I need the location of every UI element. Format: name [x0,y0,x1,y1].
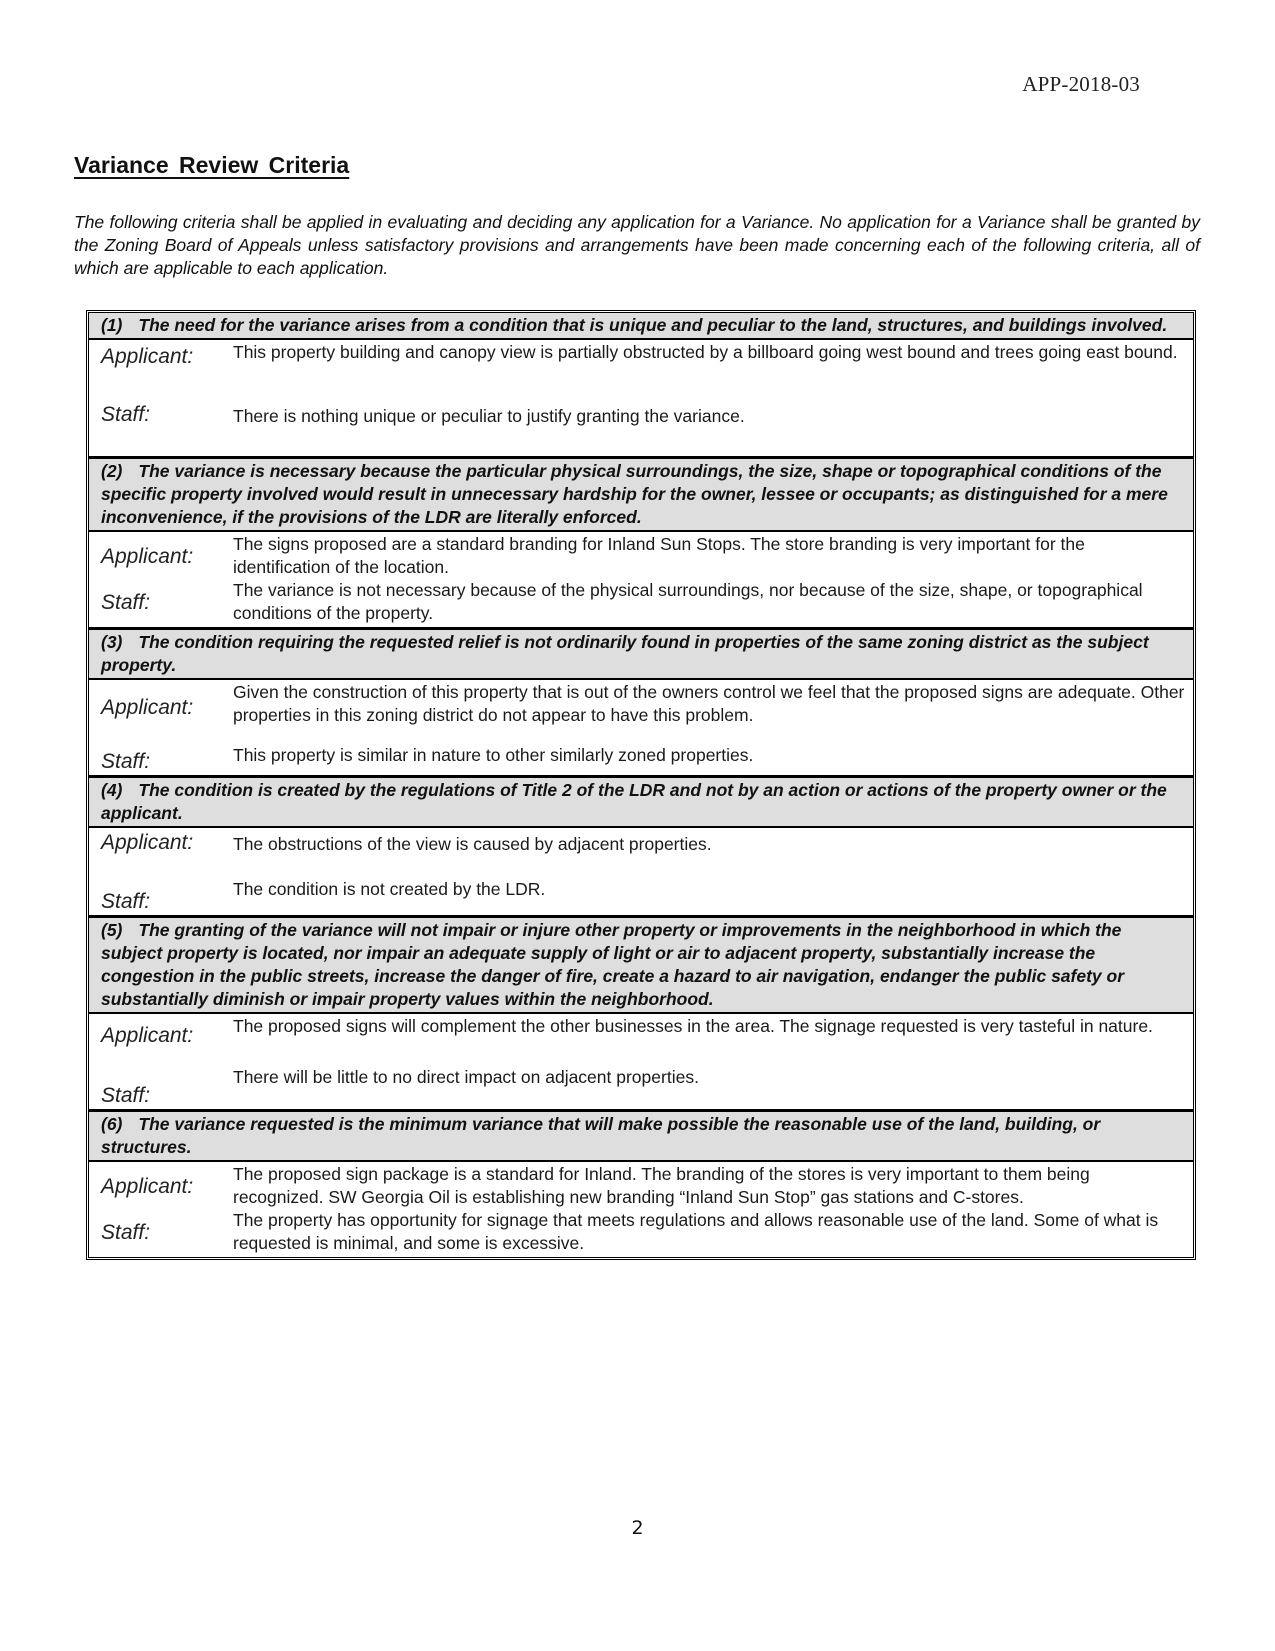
applicant-label: Applicant: [101,831,194,854]
applicant-label: Applicant: [101,345,194,368]
applicant-response: The signs proposed are a standard branding for Inland Sun Stops. The store branding is very important for the identification of the location. [233,534,1085,577]
staff-response: The property has opportunity for signage that meets regulations and allows reasonable use of the land. Some of what is requested is minimal, and some is excessive. [233,1210,1159,1253]
applicant-response: The obstructions of the view is caused by adjacent properties. [233,834,712,854]
criterion-number: (5) [101,920,123,940]
criterion-number: (1) [101,315,123,335]
criterion-responses [89,680,1193,775]
applicant-response: This property building and canopy view is partially obstructed by a billboard going west bound and trees going east bound. [233,342,1178,362]
criterion-text: The granting of the variance will not impair or injure other property or improvements in the neighborhood in which the subject property is located, nor impair an adequate supply of light or air to adjacent property, substantially increase the congestion in the public streets, increase the danger of fire, create a hazard to air navigation, endanger the public safety or substantially diminish or impair property values within the neighborhood. [101,920,1125,1009]
criterion-number: (4) [101,780,123,800]
staff-label: Staff: [101,1084,151,1107]
criterion-header [89,313,1193,340]
criterion-3 [89,627,1193,775]
criterion-responses [89,532,1193,627]
criteria-table [86,310,1196,1260]
criterion-header [89,915,1193,1014]
staff-response: The condition is not created by the LDR. [233,879,546,899]
applicant-label: Applicant: [101,1174,194,1198]
staff-response: There will be little to no direct impact on adjacent properties. [233,1067,699,1087]
staff-label: Staff: [101,402,151,426]
staff-response: There is nothing unique or peculiar to justify granting the variance. [233,405,745,426]
applicant-label: Applicant: [101,695,194,719]
criterion-text: The condition requiring the requested relief is not ordinarily found in properties of the same zoning district as the subject property. [101,632,1149,675]
intro-paragraph: The following criteria shall be applied in evaluating and deciding any application for a Variance. No application for a Variance shall be granted by the Zoning Board of Appeals unless satisfactory provisions and arrangements have been made concerning each of the following criteria, all of which are applicable to each application. [74,212,1200,278]
page-title: Variance Review Criteria [74,152,350,178]
criterion-responses [89,828,1193,915]
document-code: APP-2018-03 [1022,72,1140,96]
criterion-text: The variance requested is the minimum variance that will make possible the reasonable use of the land, building, or structures. [101,1114,1101,1157]
criterion-number: (2) [101,461,123,481]
criterion-header [89,627,1193,680]
criterion-text: The variance is necessary because the particular physical surroundings, the size, shape or topographical conditions of the specific property involved would result in unnecessary hardship for the owner, lessee or occupants; as distinguished for a mere inconvenience, if the provisions of the LDR are literally enforced. [101,461,1168,527]
staff-label: Staff: [101,750,151,773]
staff-label: Staff: [101,1220,151,1244]
applicant-response: The proposed sign package is a standard for Inland. The branding of the stores is very important to them being recognized. SW Georgia Oil is establishing new branding “Inland Sun Stop” gas stations and C-stores. [233,1164,1090,1207]
criterion-number: (3) [101,632,123,652]
criterion-header [89,1109,1193,1162]
staff-label: Staff: [101,890,151,913]
staff-response: The variance is not necessary because of the physical surroundings, nor because of the size, shape, or topographical conditions of the property. [233,580,1143,623]
criterion-number: (6) [101,1114,123,1134]
applicant-response: Given the construction of this property that is out of the owners control we feel that the proposed signs are adequate. Other properties in this zoning district do not appear to have this problem. [233,682,1185,725]
page-number: 2 [631,1517,644,1539]
criterion-header [89,775,1193,828]
criterion-4 [89,775,1193,915]
criterion-1 [89,313,1193,456]
staff-label: Staff: [101,590,151,614]
criterion-5 [89,915,1193,1109]
applicant-label: Applicant: [101,544,194,568]
staff-response: This property is similar in nature to other similarly zoned properties. [233,744,754,765]
criterion-responses [89,340,1193,456]
criterion-2 [89,456,1193,627]
applicant-label: Applicant: [101,1024,194,1047]
criterion-responses [89,1162,1193,1257]
criterion-text: The condition is created by the regulations of Title 2 of the LDR and not by an action or actions of the property owner or the applicant. [101,780,1167,823]
applicant-response: The proposed signs will complement the other businesses in the area. The signage requested is very tasteful in nature. [233,1016,1153,1036]
criterion-text: The need for the variance arises from a condition that is unique and peculiar to the land, structures, and buildings involved. [138,315,1168,335]
criterion-header [89,456,1193,532]
criterion-6 [89,1109,1193,1257]
criterion-responses [89,1014,1193,1109]
